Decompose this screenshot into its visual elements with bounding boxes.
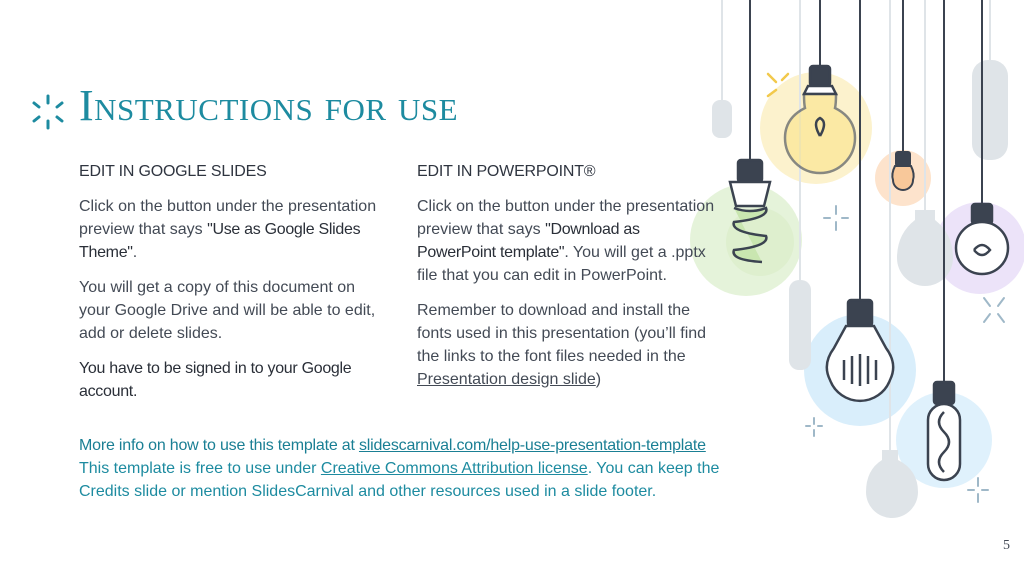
help-link[interactable]: slidescarnival.com/help-use-presentation-template [358,437,706,454]
sparkle-icon [824,206,848,230]
google-slides-heading: EDIT IN GOOGLE SLIDES [79,163,267,180]
sparkle-icon [984,298,1004,322]
google-slides-step-2: You will get a copy of this document on your Google Drive and will be able to edit, add or delete slides. [79,279,376,342]
info-block [79,434,739,503]
license-link[interactable]: Creative Commons Attribution license [320,460,588,477]
google-slides-step-1: Click on the button under the presentation preview that says "Use as Google Slides Theme". [79,198,377,261]
google-slides-signin-note: You have to be signed in to your Google account. [79,360,352,400]
led-bulb-icon [827,300,893,401]
edison-bulb-icon [928,382,960,480]
powerpoint-step-1: Click on the button under the presentation preview that says "Download as PowerPoint template". You will get a .pptx file that you can edit in PowerPoint. [417,198,715,284]
license-line: This template is free to use under Creative Commons Attribution license. You can keep the Credits slide or mention SlidesCarnival and other resources used in a slide footer. [79,460,720,500]
sparkle-icon [28,92,68,132]
page-number: 5 [1003,538,1010,553]
edison-bulb-icon [892,152,913,190]
powerpoint-column [417,160,717,403]
powerpoint-heading: EDIT IN POWERPOINT® [417,163,596,180]
powerpoint-step-2: Remember to download and install the fonts used in this presentation (you’ll find the links to the font files needed in the Presentation design slide) [417,302,707,388]
presentation-design-slide-link[interactable]: Presentation design slide [417,371,596,388]
google-slides-column [79,160,384,415]
sparkle-icon [806,418,822,436]
sparkle-icon [968,478,988,502]
page-title: Instructions for use [79,81,459,130]
more-info-line: More info on how to use this template at slidescarnival.com/help-use-presentation-template [79,437,706,454]
